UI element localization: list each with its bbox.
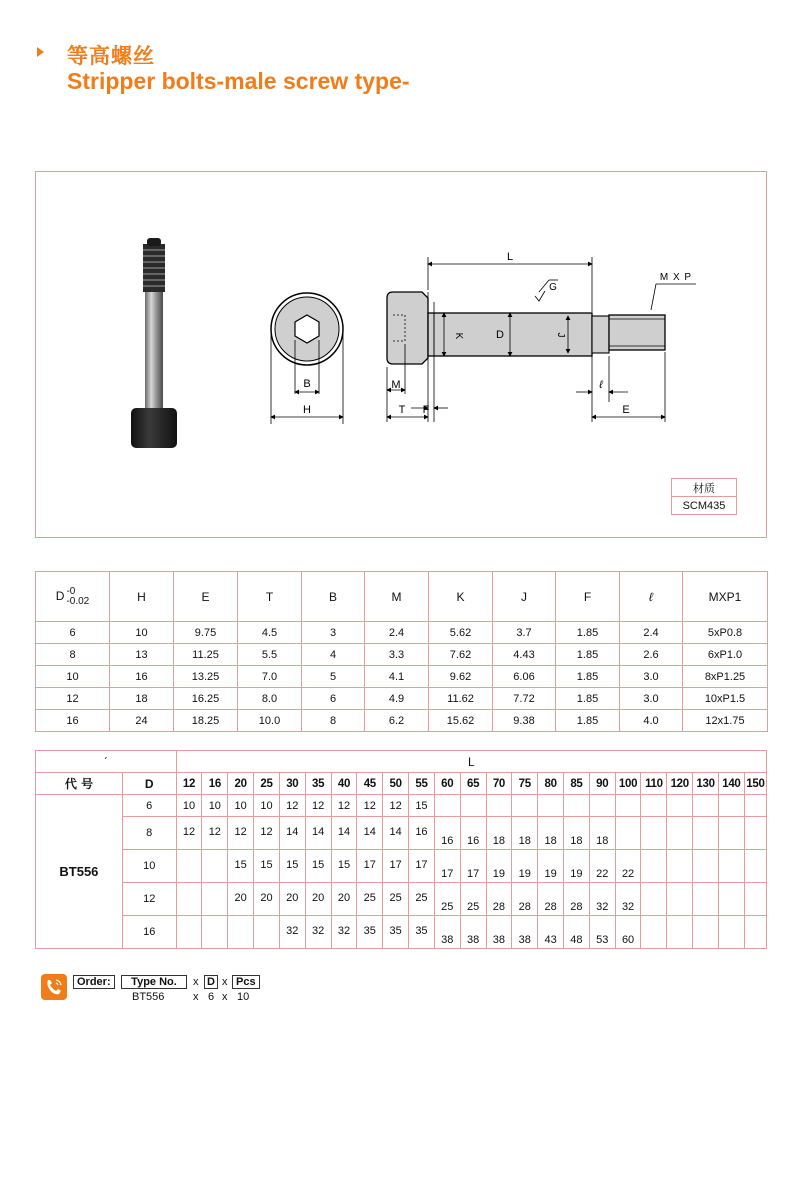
dim-label-G: G bbox=[549, 282, 557, 293]
dim-label-F: F bbox=[422, 404, 430, 416]
spec-cell: 5 bbox=[302, 666, 365, 688]
spec-cell: 13 bbox=[110, 644, 174, 666]
size-cell: 19 bbox=[486, 850, 512, 883]
spec-cell: 15.62 bbox=[429, 710, 493, 732]
size-d-value: 6 bbox=[122, 795, 176, 817]
spec-cell: 5.5 bbox=[238, 644, 302, 666]
spec-row bbox=[36, 644, 768, 666]
size-cell: 32 bbox=[615, 883, 641, 916]
order-x-4: x bbox=[222, 991, 228, 1003]
size-cell: 12 bbox=[383, 795, 409, 817]
size-cell: 20 bbox=[305, 883, 331, 916]
spec-col-mxp: MXP1 bbox=[683, 572, 768, 622]
size-cell bbox=[693, 883, 719, 916]
size-l-value: 35 bbox=[305, 773, 331, 795]
spec-cell: 16.25 bbox=[174, 688, 238, 710]
spec-cell: 8.0 bbox=[238, 688, 302, 710]
dim-label-J: J bbox=[555, 332, 566, 338]
size-cell: 20 bbox=[254, 883, 280, 916]
size-cell: 43 bbox=[538, 916, 564, 949]
size-cell: 15 bbox=[409, 795, 435, 817]
size-cell bbox=[641, 883, 667, 916]
order-x-3: x bbox=[193, 991, 199, 1003]
spec-cell: 12 bbox=[36, 688, 110, 710]
spec-cell: 3.3 bbox=[365, 644, 429, 666]
size-cell bbox=[744, 795, 766, 817]
spec-cell: 13.25 bbox=[174, 666, 238, 688]
size-cell bbox=[254, 916, 280, 949]
spec-col-h: H bbox=[110, 572, 174, 622]
photo-head bbox=[131, 408, 177, 448]
size-cell: 15 bbox=[254, 850, 280, 883]
order-example-pcs: 10 bbox=[237, 991, 250, 1003]
size-l-value: 55 bbox=[409, 773, 435, 795]
size-cell: 25 bbox=[357, 883, 383, 916]
size-cell bbox=[202, 883, 228, 916]
spec-col-t: T bbox=[238, 572, 302, 622]
size-cell: 14 bbox=[357, 817, 383, 850]
size-corner-mark: ˊ bbox=[36, 751, 177, 773]
spec-cell: 4.5 bbox=[238, 622, 302, 644]
spec-cell: 16 bbox=[110, 666, 174, 688]
spec-cell: 1.85 bbox=[556, 622, 620, 644]
size-row bbox=[36, 916, 767, 949]
spec-cell: 2.6 bbox=[620, 644, 683, 666]
spec-cell: 4.0 bbox=[620, 710, 683, 732]
size-l-value: 130 bbox=[693, 773, 719, 795]
size-d-value: 12 bbox=[122, 883, 176, 916]
size-cell: 32 bbox=[279, 916, 305, 949]
size-l-value: 90 bbox=[589, 773, 615, 795]
size-cell bbox=[693, 817, 719, 850]
size-cell: 10 bbox=[176, 795, 202, 817]
dim-label-D: D bbox=[496, 329, 504, 341]
spec-row bbox=[36, 710, 768, 732]
size-cell: 18 bbox=[512, 817, 538, 850]
spec-cell: 4.43 bbox=[493, 644, 556, 666]
spec-table bbox=[35, 571, 768, 732]
spec-col-b: B bbox=[302, 572, 365, 622]
spec-cell: 8 bbox=[302, 710, 365, 732]
spec-cell: 6 bbox=[36, 622, 110, 644]
size-cell bbox=[744, 850, 766, 883]
size-cell: 19 bbox=[564, 850, 590, 883]
size-row bbox=[36, 817, 767, 850]
size-cell: 38 bbox=[434, 916, 460, 949]
title-arrow-icon bbox=[37, 47, 44, 57]
size-cell: 10 bbox=[202, 795, 228, 817]
size-cell: 14 bbox=[305, 817, 331, 850]
size-cell bbox=[434, 795, 460, 817]
size-cell: 12 bbox=[176, 817, 202, 850]
size-cell bbox=[744, 916, 766, 949]
spec-cell: 7.0 bbox=[238, 666, 302, 688]
spec-cell: 8xP1.25 bbox=[683, 666, 768, 688]
size-l-value: 150 bbox=[744, 773, 766, 795]
size-cell bbox=[641, 817, 667, 850]
size-l-value: 12 bbox=[176, 773, 202, 795]
spec-cell: 6xP1.0 bbox=[683, 644, 768, 666]
spec-col-m: M bbox=[365, 572, 429, 622]
size-table bbox=[35, 750, 767, 949]
size-cell: 38 bbox=[512, 916, 538, 949]
size-l-value: 110 bbox=[641, 773, 667, 795]
size-cell: 20 bbox=[331, 883, 357, 916]
spec-cell: 1.85 bbox=[556, 688, 620, 710]
spec-cell: 3 bbox=[302, 622, 365, 644]
size-cell bbox=[589, 795, 615, 817]
spec-cell: 18.25 bbox=[174, 710, 238, 732]
size-l-value: 140 bbox=[718, 773, 744, 795]
size-cell: 25 bbox=[434, 883, 460, 916]
order-pcs-label: Pcs bbox=[232, 975, 260, 989]
size-cell: 35 bbox=[357, 916, 383, 949]
spec-header-row bbox=[36, 572, 768, 622]
size-cell bbox=[667, 916, 693, 949]
size-cell bbox=[202, 850, 228, 883]
size-cell: 15 bbox=[305, 850, 331, 883]
size-l-header-row bbox=[36, 751, 767, 773]
size-l-value: 40 bbox=[331, 773, 357, 795]
spec-cell: 2.4 bbox=[620, 622, 683, 644]
size-cell: 16 bbox=[409, 817, 435, 850]
dim-label-K: K bbox=[453, 332, 464, 340]
size-cell: 12 bbox=[305, 795, 331, 817]
spec-cell: 10.0 bbox=[238, 710, 302, 732]
d-tol-upper: -0 bbox=[66, 585, 76, 597]
spec-cell: 18 bbox=[110, 688, 174, 710]
size-l-value: 20 bbox=[228, 773, 254, 795]
size-d-value: 8 bbox=[122, 817, 176, 850]
size-cell: 18 bbox=[486, 817, 512, 850]
size-cell: 17 bbox=[460, 850, 486, 883]
dim-label-H: H bbox=[303, 404, 311, 416]
size-cell: 28 bbox=[538, 883, 564, 916]
dim-label-l: ℓ bbox=[599, 379, 603, 391]
size-l-value: 45 bbox=[357, 773, 383, 795]
size-cell: 19 bbox=[538, 850, 564, 883]
size-cell: 38 bbox=[460, 916, 486, 949]
size-cell: 22 bbox=[589, 850, 615, 883]
size-d-label: D bbox=[122, 773, 176, 795]
size-d-value: 16 bbox=[122, 916, 176, 949]
size-cell bbox=[718, 795, 744, 817]
spec-col-j: J bbox=[493, 572, 556, 622]
size-cell: 38 bbox=[486, 916, 512, 949]
size-cell: 12 bbox=[202, 817, 228, 850]
size-cell bbox=[176, 850, 202, 883]
size-cell bbox=[564, 795, 590, 817]
size-l-value: 75 bbox=[512, 773, 538, 795]
spec-row bbox=[36, 688, 768, 710]
size-cell bbox=[693, 795, 719, 817]
size-cell bbox=[641, 850, 667, 883]
size-l-value: 65 bbox=[460, 773, 486, 795]
size-cell: 17 bbox=[383, 850, 409, 883]
size-cell bbox=[460, 795, 486, 817]
size-cell bbox=[667, 795, 693, 817]
size-row bbox=[36, 850, 767, 883]
size-cell bbox=[718, 817, 744, 850]
size-cell: 16 bbox=[460, 817, 486, 850]
spec-col-e: E bbox=[174, 572, 238, 622]
size-cell bbox=[744, 817, 766, 850]
size-l-value: 16 bbox=[202, 773, 228, 795]
order-example-d: 6 bbox=[208, 991, 215, 1003]
photo-thread bbox=[143, 244, 165, 292]
size-cell bbox=[744, 883, 766, 916]
spec-col-k: K bbox=[429, 572, 493, 622]
size-cell: 53 bbox=[589, 916, 615, 949]
spec-col-f: F bbox=[556, 572, 620, 622]
size-cell: 25 bbox=[409, 883, 435, 916]
size-cell bbox=[641, 916, 667, 949]
material-value: SCM435 bbox=[672, 497, 737, 515]
size-l-value: 60 bbox=[434, 773, 460, 795]
size-l-value: 30 bbox=[279, 773, 305, 795]
order-type-label: Type No. bbox=[121, 975, 187, 989]
size-cell: 17 bbox=[434, 850, 460, 883]
size-l-value: 50 bbox=[383, 773, 409, 795]
dim-label-T: T bbox=[398, 404, 406, 416]
spec-row bbox=[36, 666, 768, 688]
size-l-label: L bbox=[176, 751, 766, 773]
size-cell: 32 bbox=[331, 916, 357, 949]
spec-cell: 3.0 bbox=[620, 666, 683, 688]
size-cell bbox=[641, 795, 667, 817]
size-cell bbox=[718, 916, 744, 949]
size-cell bbox=[718, 883, 744, 916]
dim-label-L: L bbox=[506, 251, 514, 263]
size-l-value: 70 bbox=[486, 773, 512, 795]
size-cell: 18 bbox=[564, 817, 590, 850]
spec-cell: 11.25 bbox=[174, 644, 238, 666]
spec-cell: 10 bbox=[110, 622, 174, 644]
size-cell: 15 bbox=[331, 850, 357, 883]
size-cell: 25 bbox=[460, 883, 486, 916]
size-cell bbox=[667, 817, 693, 850]
bolt-photo bbox=[131, 238, 177, 448]
size-cell: 17 bbox=[357, 850, 383, 883]
spec-cell: 3.7 bbox=[493, 622, 556, 644]
spec-header-d bbox=[36, 572, 110, 622]
size-cell: 28 bbox=[512, 883, 538, 916]
technical-drawing bbox=[36, 172, 768, 539]
size-cell: 22 bbox=[615, 850, 641, 883]
size-cell bbox=[202, 916, 228, 949]
size-cell bbox=[615, 795, 641, 817]
size-cell bbox=[693, 916, 719, 949]
size-cell: 32 bbox=[589, 883, 615, 916]
size-l-value: 100 bbox=[615, 773, 641, 795]
size-cell: 35 bbox=[409, 916, 435, 949]
spec-cell: 12x1.75 bbox=[683, 710, 768, 732]
d-symbol: D bbox=[55, 588, 65, 603]
size-cell bbox=[667, 883, 693, 916]
spec-cell: 6.06 bbox=[493, 666, 556, 688]
size-cell: 32 bbox=[305, 916, 331, 949]
size-cell bbox=[718, 850, 744, 883]
size-row bbox=[36, 883, 767, 916]
phone-icon bbox=[41, 974, 67, 1000]
spec-cell: 4.1 bbox=[365, 666, 429, 688]
size-cell: 20 bbox=[279, 883, 305, 916]
order-d-label: D bbox=[204, 975, 218, 989]
size-cell bbox=[667, 850, 693, 883]
spec-cell: 11.62 bbox=[429, 688, 493, 710]
size-cell: 16 bbox=[434, 817, 460, 850]
material-table bbox=[671, 478, 737, 515]
size-cell bbox=[486, 795, 512, 817]
dim-label-B: B bbox=[303, 378, 311, 390]
spec-col-l: ℓ bbox=[620, 572, 683, 622]
size-cell: 19 bbox=[512, 850, 538, 883]
spec-cell: 8 bbox=[36, 644, 110, 666]
size-cell bbox=[615, 817, 641, 850]
spec-cell: 2.4 bbox=[365, 622, 429, 644]
size-cell bbox=[176, 916, 202, 949]
size-l-value: 85 bbox=[564, 773, 590, 795]
spec-cell: 1.85 bbox=[556, 644, 620, 666]
size-cell: 18 bbox=[589, 817, 615, 850]
spec-cell: 6.2 bbox=[365, 710, 429, 732]
size-cell: 12 bbox=[254, 817, 280, 850]
spec-cell: 7.62 bbox=[429, 644, 493, 666]
size-row bbox=[36, 795, 767, 817]
size-cell: 18 bbox=[538, 817, 564, 850]
spec-cell: 10xP1.5 bbox=[683, 688, 768, 710]
size-cell: 10 bbox=[254, 795, 280, 817]
size-l-value: 120 bbox=[667, 773, 693, 795]
size-cell: 12 bbox=[331, 795, 357, 817]
size-cell: 12 bbox=[357, 795, 383, 817]
spec-row bbox=[36, 622, 768, 644]
size-cell: 28 bbox=[486, 883, 512, 916]
size-cell: 14 bbox=[383, 817, 409, 850]
material-label: 材质 bbox=[672, 479, 737, 497]
dim-label-E: E bbox=[622, 404, 630, 416]
size-cell bbox=[512, 795, 538, 817]
size-cell: 35 bbox=[383, 916, 409, 949]
size-cell bbox=[538, 795, 564, 817]
spec-cell: 7.72 bbox=[493, 688, 556, 710]
spec-cell: 9.62 bbox=[429, 666, 493, 688]
size-d-value: 10 bbox=[122, 850, 176, 883]
size-column-header-row bbox=[36, 773, 767, 795]
size-cell: 20 bbox=[228, 883, 254, 916]
spec-cell: 1.85 bbox=[556, 710, 620, 732]
order-x-2: x bbox=[222, 976, 228, 988]
size-cell: 15 bbox=[228, 850, 254, 883]
size-cell: 10 bbox=[228, 795, 254, 817]
size-code-label: 代 号 bbox=[36, 773, 123, 795]
photo-shaft bbox=[145, 292, 163, 410]
spec-cell: 16 bbox=[36, 710, 110, 732]
dim-label-MXP: M X P bbox=[659, 272, 693, 283]
size-cell: 14 bbox=[331, 817, 357, 850]
size-cell bbox=[176, 883, 202, 916]
spec-cell: 4.9 bbox=[365, 688, 429, 710]
spec-cell: 10 bbox=[36, 666, 110, 688]
bolt-side-view bbox=[387, 257, 696, 422]
size-cell: 25 bbox=[383, 883, 409, 916]
spec-cell: 3.0 bbox=[620, 688, 683, 710]
type-number: BT556 bbox=[36, 795, 123, 949]
size-cell: 17 bbox=[409, 850, 435, 883]
page-title-cn: 等高螺丝 bbox=[67, 44, 155, 68]
size-l-value: 80 bbox=[538, 773, 564, 795]
order-x-1: x bbox=[193, 976, 199, 988]
order-label: Order: bbox=[73, 975, 115, 989]
size-cell: 48 bbox=[564, 916, 590, 949]
size-cell: 60 bbox=[615, 916, 641, 949]
size-cell: 14 bbox=[279, 817, 305, 850]
order-example-type: BT556 bbox=[132, 991, 165, 1003]
size-cell: 28 bbox=[564, 883, 590, 916]
size-cell bbox=[228, 916, 254, 949]
d-tol-lower: -0.02 bbox=[66, 595, 90, 607]
spec-cell: 5xP0.8 bbox=[683, 622, 768, 644]
spec-cell: 24 bbox=[110, 710, 174, 732]
size-cell: 12 bbox=[279, 795, 305, 817]
size-cell: 12 bbox=[228, 817, 254, 850]
product-figure bbox=[35, 171, 767, 538]
spec-cell: 9.75 bbox=[174, 622, 238, 644]
size-cell bbox=[693, 850, 719, 883]
spec-cell: 4 bbox=[302, 644, 365, 666]
spec-cell: 5.62 bbox=[429, 622, 493, 644]
size-cell: 15 bbox=[279, 850, 305, 883]
dim-label-M: M bbox=[391, 379, 401, 391]
spec-cell: 1.85 bbox=[556, 666, 620, 688]
size-l-value: 25 bbox=[254, 773, 280, 795]
photo-tip bbox=[147, 238, 161, 246]
spec-cell: 9.38 bbox=[493, 710, 556, 732]
page-title-en: Stripper bolts-male screw type- bbox=[67, 68, 410, 94]
spec-cell: 6 bbox=[302, 688, 365, 710]
